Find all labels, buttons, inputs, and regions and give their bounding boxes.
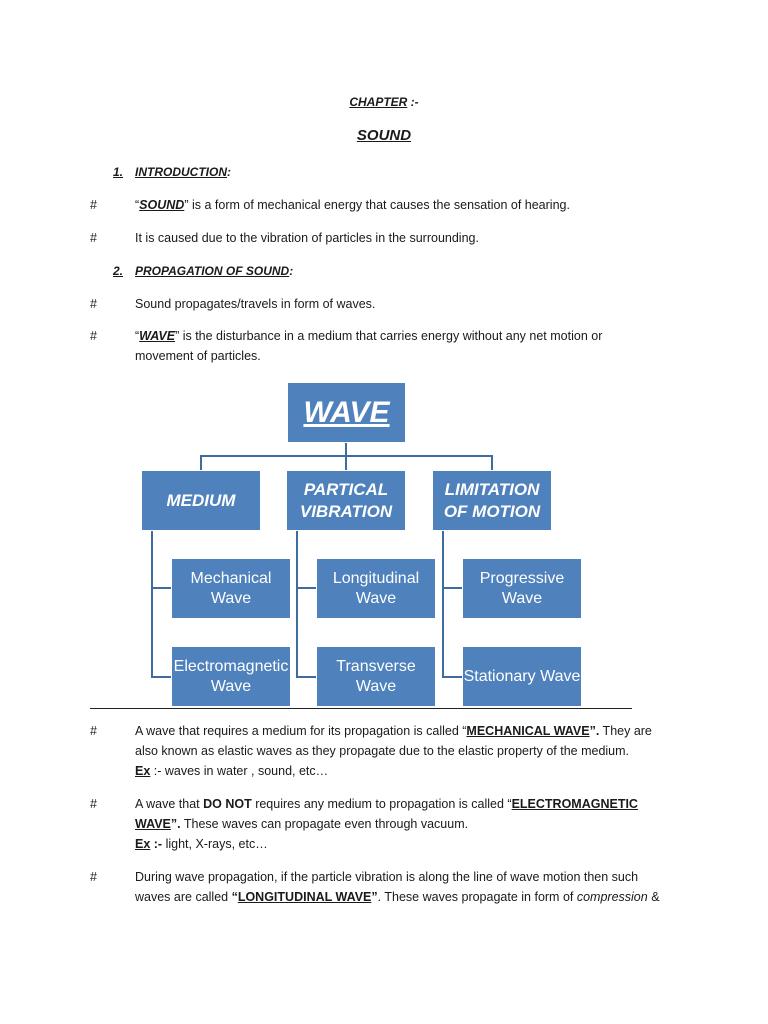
paragraph-sound-definition: “SOUND” is a form of mechanical energy that causes the sensation of hearing.	[135, 198, 570, 212]
bullet-hash: #	[90, 231, 97, 245]
section-heading-introduction: 1. INTRODUCTION:	[113, 165, 231, 179]
paragraph-electromagnetic-wave: A wave that DO NOT requires any medium to propagation is called “ELECTROMAGNETIC WAVE”. These waves can propagate even through vacuum. Ex :- light, X-rays, etc…	[135, 797, 638, 851]
bullet-hash: #	[90, 297, 97, 311]
diagram-leaf-stationary-wave: Stationary Wave	[462, 646, 582, 707]
paragraph-wave-definition: “WAVE” is the disturbance in a medium that carries energy without any net motion or movement of particles.	[135, 329, 603, 363]
section-heading-propagation: 2. PROPAGATION OF SOUND:	[113, 264, 294, 278]
bullet-hash: #	[90, 797, 97, 811]
diagram-leaf-mechanical-wave: Mechanical Wave	[171, 558, 291, 619]
diagram-category-medium: MEDIUM	[141, 470, 261, 531]
diagram-category-limitation-of-motion: LIMITATION OF MOTION	[432, 470, 552, 531]
diagram-category-particle-vibration: PARTICAL VIBRATION	[286, 470, 406, 531]
horizontal-divider	[90, 708, 632, 709]
paragraph-longitudinal-wave: During wave propagation, if the particle vibration is along the line of wave motion then such waves are called “LONGITUDINAL WAVE”. These waves propagate in form of compression &	[135, 870, 660, 904]
paragraph-mechanical-wave: A wave that requires a medium for its propagation is called “MECHANICAL WAVE”. They are also known as elastic waves as they propagate due to the elastic property of the medium. Ex :- waves in water , sound, etc…	[135, 724, 652, 778]
chapter-label: CHAPTER :-	[349, 95, 419, 109]
bullet-hash: #	[90, 329, 97, 343]
bullet-hash: #	[90, 198, 97, 212]
diagram-root-wave: WAVE	[287, 382, 406, 443]
diagram-leaf-electromagnetic-wave: Electromagnetic Wave	[171, 646, 291, 707]
bullet-hash: #	[90, 724, 97, 738]
diagram-leaf-progressive-wave: Progressive Wave	[462, 558, 582, 619]
paragraph-propagation: Sound propagates/travels in form of waves.	[135, 297, 376, 311]
diagram-leaf-longitudinal-wave: Longitudinal Wave	[316, 558, 436, 619]
paragraph-sound-cause: It is caused due to the vibration of particles in the surrounding.	[135, 231, 479, 245]
page-title: SOUND	[356, 127, 412, 144]
bullet-hash: #	[90, 870, 97, 884]
diagram-leaf-transverse-wave: Transverse Wave	[316, 646, 436, 707]
